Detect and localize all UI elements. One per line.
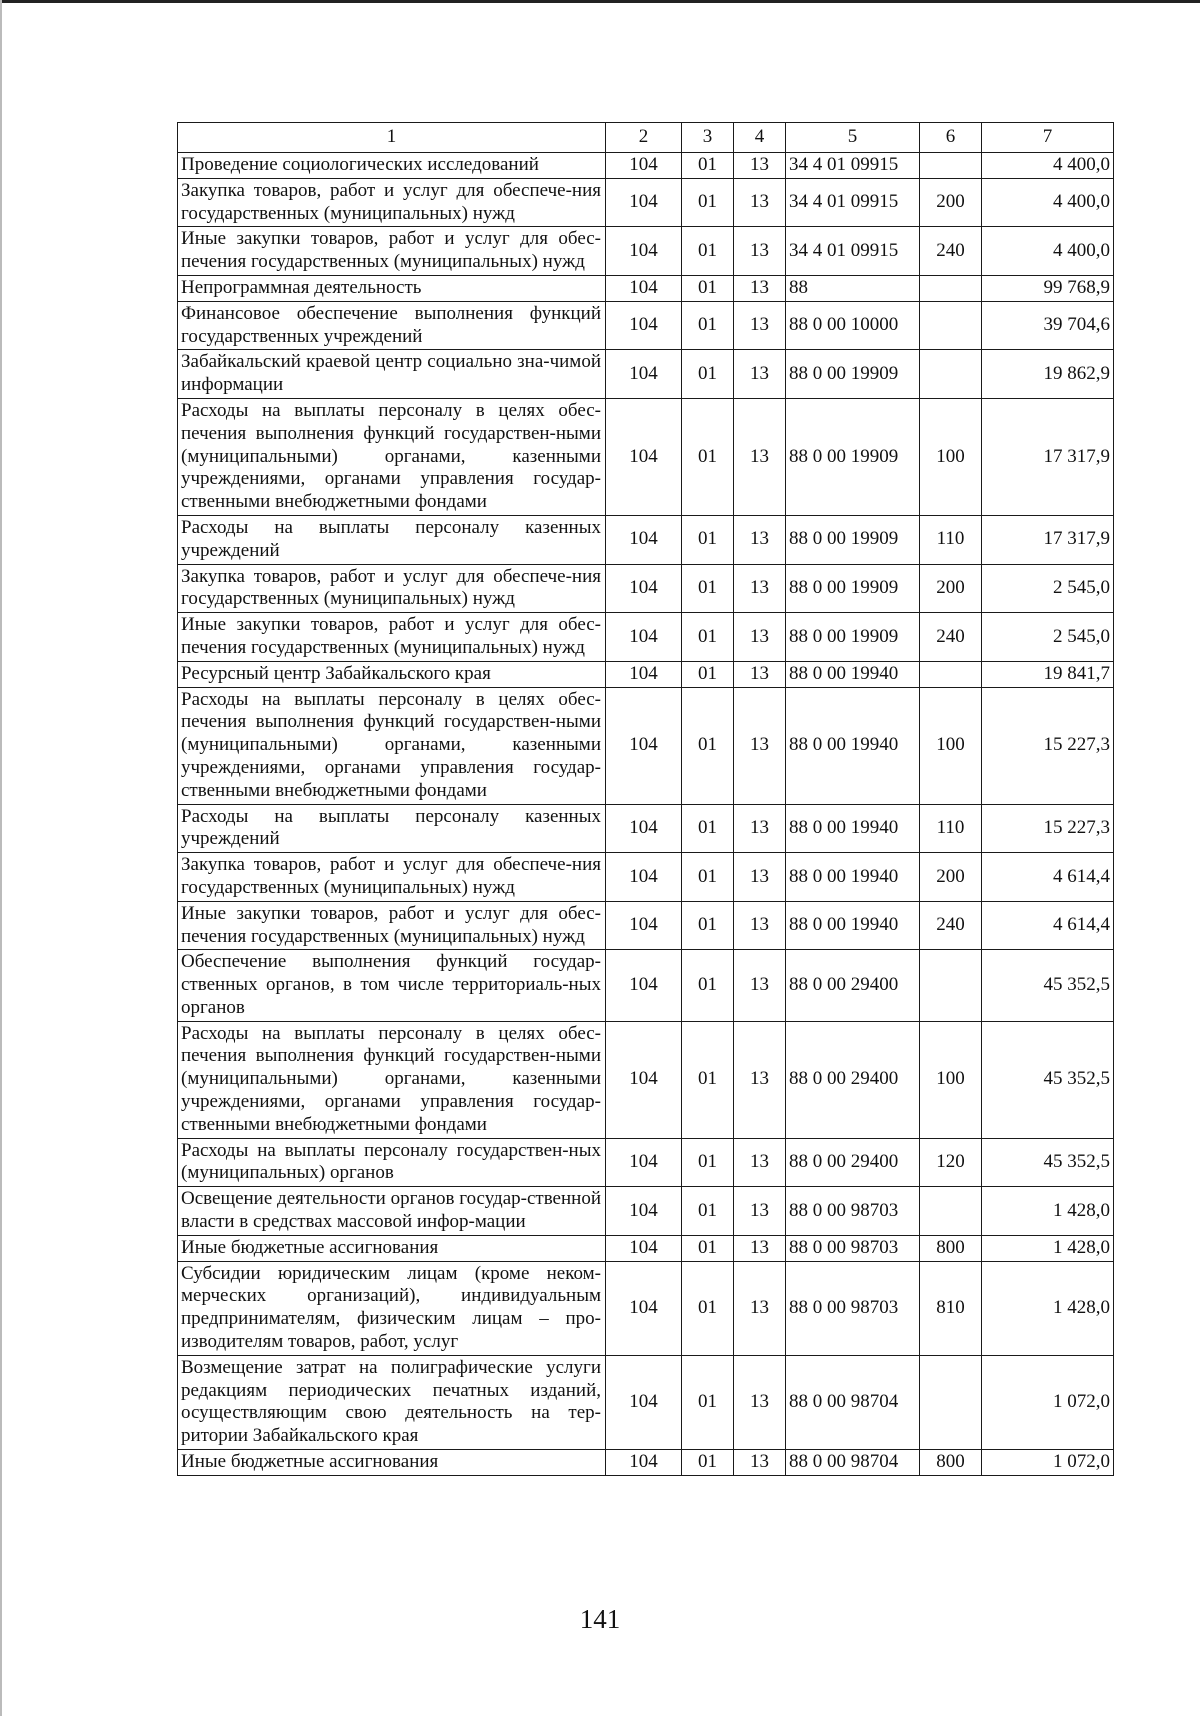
amount-cell: 45 352,5: [982, 1021, 1114, 1138]
section-cell: 01: [682, 661, 734, 687]
row-name-cell: Обеспечение выполнения функций государ-ственных органов, в том числе территориаль-ных органов: [178, 950, 606, 1021]
amount-cell: 15 227,3: [982, 687, 1114, 804]
row-name-cell: Расходы на выплаты персоналу в целях обес-печения выполнения функций государствен-ными (муниципальными) органами, казенными учреждениями, органами управления государ-ственными внебюджетными фондами: [178, 687, 606, 804]
amount-cell: 45 352,5: [982, 1138, 1114, 1187]
row-name-cell: Закупка товаров, работ и услуг для обеспече-ния государственных (муниципальных) нужд: [178, 853, 606, 902]
row-name-cell: Расходы на выплаты персоналу в целях обес-печения выполнения функций государствен-ными (муниципальными) органами, казенными учреждениями, органами управления государ-ственными внебюджетными фондами: [178, 1021, 606, 1138]
code-cell: 104: [606, 687, 682, 804]
row-name-cell: Закупка товаров, работ и услуг для обеспече-ния государственных (муниципальных) нужд: [178, 564, 606, 613]
subsection-cell: 13: [734, 1355, 786, 1449]
expense-type-cell: 200: [920, 853, 982, 902]
expense-type-cell: [920, 950, 982, 1021]
table-row: [178, 950, 1114, 1021]
subsection-cell: 13: [734, 275, 786, 301]
amount-cell: 4 400,0: [982, 153, 1114, 179]
expense-type-cell: 100: [920, 1021, 982, 1138]
code-cell: 104: [606, 350, 682, 399]
subsection-cell: 13: [734, 1261, 786, 1355]
section-cell: 01: [682, 950, 734, 1021]
budget-table: [177, 122, 1114, 1476]
amount-cell: 1 428,0: [982, 1235, 1114, 1261]
subsection-cell: 13: [734, 178, 786, 227]
target-article-cell: 88 0 00 98704: [786, 1450, 920, 1476]
table-row: [178, 901, 1114, 950]
subsection-cell: 13: [734, 804, 786, 853]
expense-type-cell: [920, 275, 982, 301]
target-article-cell: 88 0 00 19909: [786, 564, 920, 613]
section-cell: 01: [682, 901, 734, 950]
section-cell: 01: [682, 1261, 734, 1355]
row-name-cell: Проведение социологических исследований: [178, 153, 606, 179]
subsection-cell: 13: [734, 227, 786, 276]
row-name-cell: Ресурсный центр Забайкальского края: [178, 661, 606, 687]
row-name-cell: Расходы на выплаты персоналу казенных учреждений: [178, 804, 606, 853]
table-row: [178, 613, 1114, 662]
amount-cell: 19 841,7: [982, 661, 1114, 687]
code-cell: 104: [606, 613, 682, 662]
subsection-cell: 13: [734, 901, 786, 950]
subsection-cell: 13: [734, 661, 786, 687]
table-row: [178, 1355, 1114, 1449]
section-cell: 01: [682, 1187, 734, 1236]
expense-type-cell: 200: [920, 178, 982, 227]
page-number: 141: [579, 1604, 621, 1634]
code-cell: 104: [606, 950, 682, 1021]
section-cell: 01: [682, 301, 734, 350]
section-cell: 01: [682, 227, 734, 276]
table-row: [178, 1261, 1114, 1355]
amount-cell: 4 400,0: [982, 227, 1114, 276]
amount-cell: 39 704,6: [982, 301, 1114, 350]
expense-type-cell: 110: [920, 804, 982, 853]
amount-cell: 45 352,5: [982, 950, 1114, 1021]
code-cell: 104: [606, 564, 682, 613]
section-cell: 01: [682, 1355, 734, 1449]
target-article-cell: 34 4 01 09915: [786, 153, 920, 179]
target-article-cell: 88 0 00 19940: [786, 901, 920, 950]
amount-cell: 1 428,0: [982, 1261, 1114, 1355]
row-name-cell: Иные бюджетные ассигнования: [178, 1235, 606, 1261]
table-row: [178, 1450, 1114, 1476]
subsection-cell: 13: [734, 153, 786, 179]
row-name-cell: Иные закупки товаров, работ и услуг для обес-печения государственных (муниципальных) нужд: [178, 227, 606, 276]
table-body: [178, 153, 1114, 1476]
expense-type-cell: 240: [920, 613, 982, 662]
subsection-cell: 13: [734, 398, 786, 515]
code-cell: 104: [606, 1261, 682, 1355]
target-article-cell: 88 0 00 98703: [786, 1235, 920, 1261]
subsection-cell: 13: [734, 613, 786, 662]
amount-cell: 17 317,9: [982, 398, 1114, 515]
code-cell: 104: [606, 153, 682, 179]
subsection-cell: 13: [734, 515, 786, 564]
amount-cell: 1 072,0: [982, 1355, 1114, 1449]
target-article-cell: 88 0 00 19940: [786, 804, 920, 853]
amount-cell: 99 768,9: [982, 275, 1114, 301]
expense-type-cell: [920, 1355, 982, 1449]
section-cell: 01: [682, 1235, 734, 1261]
row-name-cell: Расходы на выплаты персоналу в целях обес-печения выполнения функций государствен-ными (муниципальными) органами, казенными учреждениями, органами управления государ-ственными внебюджетными фондами: [178, 398, 606, 515]
table-row: [178, 1235, 1114, 1261]
header-cell: 1: [178, 123, 606, 153]
section-cell: 01: [682, 398, 734, 515]
target-article-cell: 88 0 00 98703: [786, 1187, 920, 1236]
table-row: [178, 227, 1114, 276]
header-cell: 3: [682, 123, 734, 153]
subsection-cell: 13: [734, 1187, 786, 1236]
subsection-cell: 13: [734, 350, 786, 399]
table-row: [178, 853, 1114, 902]
subsection-cell: 13: [734, 1021, 786, 1138]
subsection-cell: 13: [734, 301, 786, 350]
row-name-cell: Субсидии юридическим лицам (кроме неком-мерческих организаций), индивидуальным предпринимателям, физическим лицам – про-изводителям товаров, работ, услуг: [178, 1261, 606, 1355]
code-cell: 104: [606, 301, 682, 350]
row-name-cell: Иные закупки товаров, работ и услуг для обес-печения государственных (муниципальных) нужд: [178, 613, 606, 662]
table-row: [178, 1138, 1114, 1187]
amount-cell: 15 227,3: [982, 804, 1114, 853]
table-row: [178, 178, 1114, 227]
expense-type-cell: 810: [920, 1261, 982, 1355]
code-cell: 104: [606, 1355, 682, 1449]
row-name-cell: Непрограммная деятельность: [178, 275, 606, 301]
code-cell: 104: [606, 1187, 682, 1236]
code-cell: 104: [606, 398, 682, 515]
section-cell: 01: [682, 275, 734, 301]
section-cell: 01: [682, 613, 734, 662]
target-article-cell: 88 0 00 29400: [786, 1138, 920, 1187]
amount-cell: 17 317,9: [982, 515, 1114, 564]
code-cell: 104: [606, 901, 682, 950]
expense-type-cell: 120: [920, 1138, 982, 1187]
header-cell: 7: [982, 123, 1114, 153]
target-article-cell: 34 4 01 09915: [786, 227, 920, 276]
code-cell: 104: [606, 1450, 682, 1476]
code-cell: 104: [606, 1235, 682, 1261]
subsection-cell: 13: [734, 853, 786, 902]
target-article-cell: 88 0 00 19909: [786, 515, 920, 564]
section-cell: 01: [682, 515, 734, 564]
code-cell: 104: [606, 178, 682, 227]
expense-type-cell: 240: [920, 227, 982, 276]
table-row: [178, 804, 1114, 853]
subsection-cell: 13: [734, 564, 786, 613]
target-article-cell: 88 0 00 29400: [786, 950, 920, 1021]
expense-type-cell: [920, 661, 982, 687]
row-name-cell: Возмещение затрат на полиграфические услуги редакциям периодических печатных изданий, осуществляющим свою деятельность на тер-ритории Забайкальского края: [178, 1355, 606, 1449]
section-cell: 01: [682, 350, 734, 399]
amount-cell: 19 862,9: [982, 350, 1114, 399]
target-article-cell: 88 0 00 10000: [786, 301, 920, 350]
target-article-cell: 88 0 00 19909: [786, 398, 920, 515]
subsection-cell: 13: [734, 687, 786, 804]
table-row: [178, 1021, 1114, 1138]
subsection-cell: 13: [734, 950, 786, 1021]
code-cell: 104: [606, 661, 682, 687]
expense-type-cell: [920, 350, 982, 399]
table-row: [178, 564, 1114, 613]
row-name-cell: Финансовое обеспечение выполнения функций государственных учреждений: [178, 301, 606, 350]
section-cell: 01: [682, 804, 734, 853]
table-row: [178, 275, 1114, 301]
code-cell: 104: [606, 1021, 682, 1138]
section-cell: 01: [682, 178, 734, 227]
table-row: [178, 301, 1114, 350]
expense-type-cell: 240: [920, 901, 982, 950]
header-cell: 4: [734, 123, 786, 153]
expense-type-cell: 800: [920, 1235, 982, 1261]
amount-cell: 2 545,0: [982, 613, 1114, 662]
table-row: [178, 687, 1114, 804]
table-row: [178, 661, 1114, 687]
subsection-cell: 13: [734, 1235, 786, 1261]
expense-type-cell: [920, 153, 982, 179]
expense-type-cell: 200: [920, 564, 982, 613]
row-name-cell: Расходы на выплаты персоналу казенных учреждений: [178, 515, 606, 564]
code-cell: 104: [606, 853, 682, 902]
amount-cell: 4 614,4: [982, 853, 1114, 902]
target-article-cell: 34 4 01 09915: [786, 178, 920, 227]
amount-cell: 1 072,0: [982, 1450, 1114, 1476]
code-cell: 104: [606, 515, 682, 564]
amount-cell: 2 545,0: [982, 564, 1114, 613]
amount-cell: 4 614,4: [982, 901, 1114, 950]
section-cell: 01: [682, 687, 734, 804]
section-cell: 01: [682, 564, 734, 613]
code-cell: 104: [606, 1138, 682, 1187]
amount-cell: 1 428,0: [982, 1187, 1114, 1236]
row-name-cell: Иные закупки товаров, работ и услуг для обес-печения государственных (муниципальных) нужд: [178, 901, 606, 950]
table-row: [178, 398, 1114, 515]
code-cell: 104: [606, 227, 682, 276]
table-row: [178, 350, 1114, 399]
section-cell: 01: [682, 1138, 734, 1187]
section-cell: 01: [682, 1450, 734, 1476]
expense-type-cell: [920, 1187, 982, 1236]
row-name-cell: Забайкальский краевой центр социально зна-чимой информации: [178, 350, 606, 399]
target-article-cell: 88 0 00 98703: [786, 1261, 920, 1355]
subsection-cell: 13: [734, 1138, 786, 1187]
expense-type-cell: 100: [920, 687, 982, 804]
expense-type-cell: [920, 301, 982, 350]
target-article-cell: 88 0 00 19940: [786, 853, 920, 902]
amount-cell: 4 400,0: [982, 178, 1114, 227]
target-article-cell: 88 0 00 19909: [786, 350, 920, 399]
section-cell: 01: [682, 1021, 734, 1138]
target-article-cell: 88: [786, 275, 920, 301]
header-cell: 2: [606, 123, 682, 153]
table-row: [178, 153, 1114, 179]
row-name-cell: Освещение деятельности органов государ-ственной власти в средствах массовой инфор-мации: [178, 1187, 606, 1236]
expense-type-cell: 800: [920, 1450, 982, 1476]
row-name-cell: Иные бюджетные ассигнования: [178, 1450, 606, 1476]
scan-edge-top: [0, 0, 1200, 3]
target-article-cell: 88 0 00 19940: [786, 661, 920, 687]
header-cell: 5: [786, 123, 920, 153]
code-cell: 104: [606, 275, 682, 301]
header-cell: 6: [920, 123, 982, 153]
target-article-cell: 88 0 00 98704: [786, 1355, 920, 1449]
section-cell: 01: [682, 853, 734, 902]
table-header-row: [178, 123, 1114, 153]
scan-edge-left: [0, 0, 2, 1716]
row-name-cell: Закупка товаров, работ и услуг для обеспече-ния государственных (муниципальных) нужд: [178, 178, 606, 227]
row-name-cell: Расходы на выплаты персоналу государствен-ных (муниципальных) органов: [178, 1138, 606, 1187]
target-article-cell: 88 0 00 19940: [786, 687, 920, 804]
code-cell: 104: [606, 804, 682, 853]
target-article-cell: 88 0 00 19909: [786, 613, 920, 662]
subsection-cell: 13: [734, 1450, 786, 1476]
table-row: [178, 515, 1114, 564]
target-article-cell: 88 0 00 29400: [786, 1021, 920, 1138]
section-cell: 01: [682, 153, 734, 179]
table-row: [178, 1187, 1114, 1236]
expense-type-cell: 100: [920, 398, 982, 515]
expense-type-cell: 110: [920, 515, 982, 564]
